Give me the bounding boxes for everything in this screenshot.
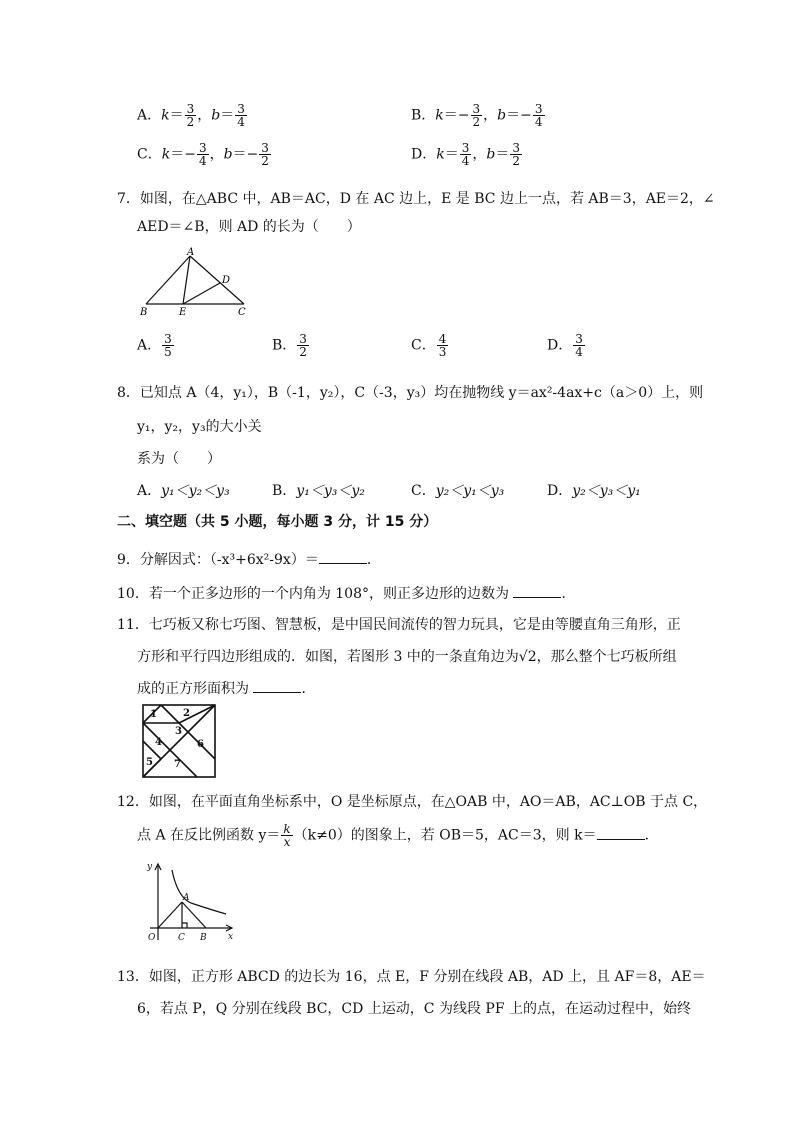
answer-blank	[253, 680, 301, 693]
label-e: E	[179, 307, 187, 318]
q6-option-b-letter: B．	[411, 107, 436, 124]
q12-line1: 12．如图，在平面直角坐标系中，O 是坐标原点，在△OAB 中，AO＝AB，AC⊥OB 于点 C，	[117, 794, 708, 810]
fraction: $\frac{3}{2}$	[186, 102, 195, 129]
q6-option-a: A．k＝ $\frac{3}{2}$ ，b＝ $\frac{3}{4}$	[137, 102, 245, 129]
label-o: O	[148, 933, 156, 943]
label-b: B	[200, 933, 207, 943]
tangram-label-5: 5	[146, 757, 153, 768]
q7-option-a: A． $\frac{3}{5}$	[137, 332, 172, 359]
q7-line2: AED＝∠B，则 AD 的长为（ ）	[137, 219, 361, 235]
q8-option-b: B．y₁＜y₃＜y₂	[272, 483, 365, 499]
q8-line3: 系为（ ）	[137, 451, 221, 467]
q6-option-c: C．k＝− $\frac{3}{4}$ ，b＝− $\frac{3}{2}$	[137, 141, 269, 168]
q11-line1: 11．七巧板又称七巧图、智慧板，是中国民间流传的智力玩具，它是由等腰直角三角形，正	[117, 617, 681, 633]
q8-line1: 8．已知点 A（4，y₁），B（-1，y₂），C（-3，y₃）均在抛物线 y＝ax²-4ax+c（a＞0）上，则	[117, 385, 704, 401]
answer-blank	[319, 551, 367, 564]
fraction: $\frac{3}{4}$	[198, 141, 207, 168]
q9: 9．分解因式：（-x³+6x²-9x）＝ ．	[117, 552, 381, 568]
q6-option-d-letter: D．	[411, 146, 437, 163]
label-a: A	[187, 247, 195, 258]
q8-option-a: A．y₁＜y₂＜y₃	[137, 483, 230, 499]
label-c: C	[178, 933, 185, 943]
tangram-label-4: 4	[155, 737, 162, 748]
q12-coordinate-figure	[142, 856, 240, 948]
q7-option-d: D． $\frac{3}{4}$	[547, 332, 583, 359]
q8-option-d: D．y₂＜y₃＜y₁	[547, 483, 641, 499]
tangram-label-7: 7	[174, 759, 181, 770]
q8-option-c: C．y₂＜y₁＜y₃	[411, 483, 505, 499]
q13-line1: 13．如图，正方形 ABCD 的边长为 16，点 E，F 分别在线段 AB，AD 上，且 AF＝8，AE＝	[117, 969, 706, 985]
q7-option-c: C． $\frac{4}{3}$	[411, 332, 447, 359]
q6-option-b: B．k＝− $\frac{3}{2}$ ，b＝− $\frac{3}{4}$	[411, 102, 543, 129]
q12-line2: 点 A 在反比例函数 y＝ $\frac{k}{x}$ （k≠0）的图象上，若 OB＝5，AC＝3，则 k＝ ．	[137, 822, 659, 849]
segment-oa	[158, 902, 182, 928]
label-c: C	[238, 307, 246, 318]
label-x: x	[228, 932, 234, 942]
q6-option-a-letter: A．	[137, 107, 162, 124]
q11-line2: 方形和平行四边形组成的．如图，若图形 3 中的一条直角边为√2，那么整个七巧板所组	[137, 649, 677, 665]
label-d: D	[222, 275, 231, 286]
fraction: $\frac{3}{4}$	[461, 141, 470, 168]
segment-ab	[182, 902, 206, 928]
q13-line2: 6，若点 P，Q 分别在线段 BC，CD 上运动，C 为线段 PF 上的点，在运动过程中，始终	[137, 1001, 691, 1017]
fraction: $\frac{3}{2}$	[512, 141, 520, 168]
q8-line2: y₁，y₂，y₃的大小关	[137, 419, 262, 435]
segment-ab	[146, 256, 190, 304]
q11-tangram-figure	[142, 704, 216, 778]
hyperbola	[172, 870, 226, 914]
q10: 10．若一个正多边形的一个内角为 108°，则正多边形的边数为 ．	[117, 586, 576, 602]
q6-option-d: D．k＝ $\frac{3}{4}$ ，b＝ $\frac{3}{2}$	[411, 141, 520, 168]
q7-option-b: B． $\frac{3}{2}$	[272, 332, 307, 359]
label-a: A	[183, 893, 190, 903]
q7-line1: 7．如图，在△ABC 中，AB＝AC，D 在 AC 边上，E 是 BC 边上一点，若 AB＝3，AE＝2，∠	[117, 191, 715, 207]
q7-triangle-figure	[138, 246, 258, 318]
label-y: y	[147, 862, 153, 872]
q6-option-c-letter: C．	[137, 146, 162, 163]
fraction: $\frac{k}{x}$	[283, 822, 291, 849]
segment-ac	[190, 256, 244, 304]
tangram-label-1: 1	[150, 709, 157, 720]
q11-line3: 成的正方形面积为 ．	[137, 681, 316, 697]
tangram-label-3: 3	[175, 726, 182, 737]
label-b: B	[140, 307, 148, 318]
answer-blank	[513, 585, 561, 598]
fraction: $\frac{3}{2}$	[261, 141, 269, 168]
fraction: $\frac{3}{4}$	[534, 102, 543, 129]
section-2-heading: 二、填空题（共 5 小题，每小题 3 分，计 15 分）	[117, 514, 438, 530]
tangram-label-2: 2	[183, 708, 190, 719]
fraction: $\frac{3}{4}$	[237, 102, 245, 129]
answer-blank	[597, 827, 645, 840]
fraction: $\frac{3}{2}$	[472, 102, 481, 129]
tangram-label-6: 6	[197, 739, 204, 750]
segment-ed	[183, 283, 220, 304]
